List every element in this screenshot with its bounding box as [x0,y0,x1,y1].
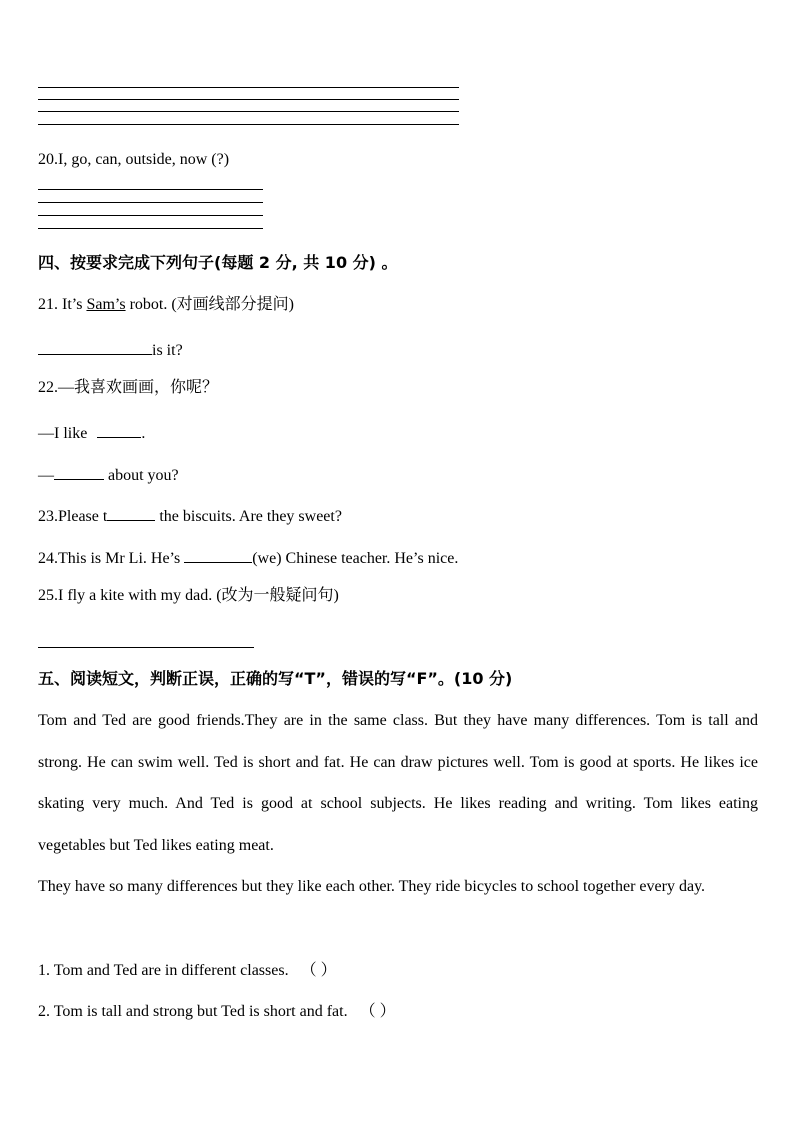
answer-blank[interactable] [107,503,155,521]
question-22 [38,378,218,398]
passage-paragraph: Tom and Ted are good friends.They are in the same class. But they have many differences. Tom is tall and strong. He can swim well. Ted is short and fat. He can draw pictures well. Tom is good at sports. He likes ice skating very much. And Ted is good at school subjects. He likes reading and writing. Tom likes eating vegetables but Ted likes eating meat. [38,712,758,854]
question-text: the biscuits. Are they sweet? [155,508,342,525]
answer-blank[interactable] [38,337,152,355]
dialog-text: —I like [38,425,92,442]
statement: 2. Tom is tall and strong but Ted is short and fat. [38,1003,348,1020]
question-number: 24. [38,550,58,567]
question-text: (we) Chinese teacher. He’s nice. [252,550,459,567]
question-words: I, go, can, outside, now (?) [58,151,230,168]
answer-line [38,124,459,125]
reading-passage [38,700,758,908]
question-number: 25. [38,587,58,604]
question-23 [38,503,342,527]
answer-line [38,215,263,216]
answer-parentheses[interactable]: （ ） [300,962,337,979]
answer-line [38,647,254,648]
question-21-answer [38,337,183,361]
question-number: 23. [38,508,58,525]
question-20 [38,150,229,170]
passage-paragraph: They have so many differences but they like each other. They ride bicycles to school together every day. [38,878,706,896]
question-number: 20. [38,151,58,168]
dialog-text: — [38,467,54,484]
tf-item-1 [38,961,337,981]
section-5-title: 五、阅读短文，判断正误，正确的写“T”，错误的写“F”。(10 分) [38,669,513,688]
question-number: 22. [38,379,58,396]
underlined-word: Sam’s [86,296,126,313]
answer-blank[interactable] [54,462,104,480]
answer-blank[interactable] [184,545,252,563]
question-22-line2 [38,462,179,486]
answer-blank[interactable] [97,420,141,438]
tf-item-2 [38,1002,396,1022]
answer-suffix: is it? [152,342,183,359]
question-text: . It’s [54,296,87,313]
question-number: 21 [38,296,54,313]
question-25 [38,586,339,606]
question-24 [38,545,458,569]
answer-line [38,99,459,100]
question-22-line1 [38,420,145,444]
question-text: Please t [58,508,108,525]
question-prompt: —我喜欢画画，你呢？ [58,379,219,396]
answer-line [38,189,263,190]
answer-line [38,111,459,112]
answer-parentheses[interactable]: （ ） [359,1003,396,1020]
question-text: I fly a kite with my dad. (改为一般疑问句) [58,587,339,604]
section-4-title: 四、按要求完成下列句子(每题 2 分, 共 10 分) 。 [38,253,398,272]
dialog-text: . [141,425,146,442]
dialog-text: about you? [104,467,179,484]
answer-line [38,202,263,203]
question-21 [38,295,294,315]
question-text: This is Mr Li. He’s [58,550,185,567]
question-text: robot. (对画线部分提问) [125,296,295,313]
answer-line [38,228,263,229]
answer-line [38,87,459,88]
statement: 1. Tom and Ted are in different classes. [38,962,289,979]
